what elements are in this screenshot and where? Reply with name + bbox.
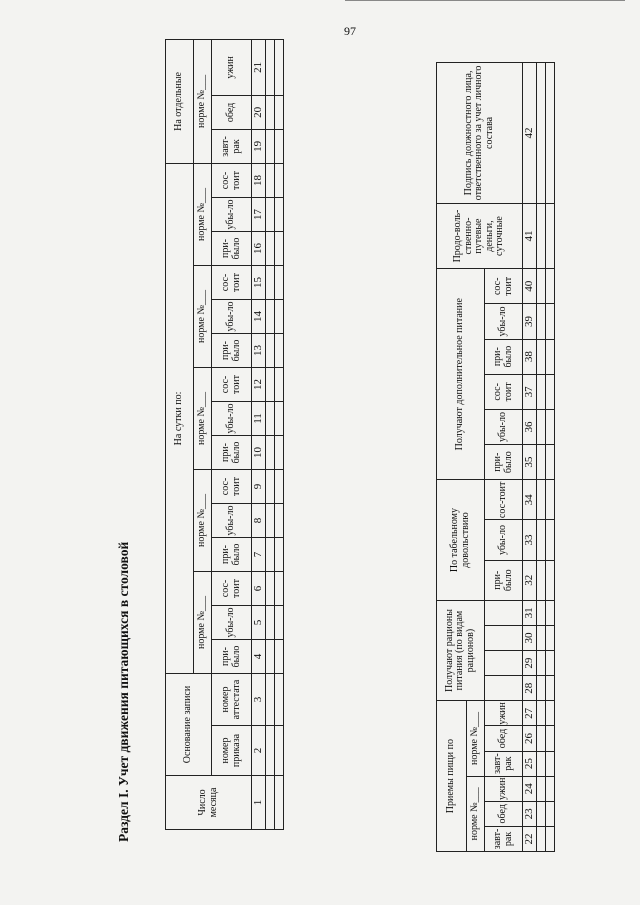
header-signature: Подпись должностного лица, ответственного за учет личного состава — [437, 63, 523, 204]
column-number: 41 — [523, 203, 537, 268]
column-number: 31 — [523, 600, 537, 625]
header-travel-money: Продо-воль-ственно-путевые деньги, суточные — [437, 203, 523, 268]
header-norm: норме №___ — [194, 470, 212, 572]
header-norm: норме №___ — [194, 266, 212, 368]
column-number: 17 — [252, 198, 266, 232]
column-number: 15 — [252, 266, 266, 300]
header-left: убы-ло — [212, 402, 252, 436]
column-number: 3 — [252, 674, 266, 726]
column-number: 40 — [523, 269, 537, 304]
column-number: 33 — [523, 520, 537, 560]
table-row — [546, 63, 555, 852]
column-number: 9 — [252, 470, 266, 504]
header-arrived: при-было — [212, 538, 252, 572]
header-lunch: обед — [485, 801, 523, 826]
header-norm: норме №___ — [194, 163, 212, 265]
column-number: 6 — [252, 572, 266, 606]
header-dinner: ужин — [485, 701, 523, 726]
header-arrived: при-было — [212, 232, 252, 266]
header-consist: сос-тоит — [212, 470, 252, 504]
header-left: убы-ло — [212, 606, 252, 640]
header-ration-blank — [485, 600, 523, 625]
table-1 — [165, 39, 284, 830]
header-norm: норме №___ — [194, 572, 212, 674]
table-row — [266, 39, 275, 829]
header-consist: сос-тоит — [212, 368, 252, 402]
column-number: 37 — [523, 374, 537, 409]
header-breakfast: завт-рак — [212, 129, 252, 163]
header-ration-blank — [485, 651, 523, 676]
table-row — [275, 39, 284, 829]
column-number: 35 — [523, 445, 537, 480]
column-number: 4 — [252, 640, 266, 674]
column-number: 29 — [523, 651, 537, 676]
header-dinner: ужин — [485, 776, 523, 801]
column-number: 20 — [252, 95, 266, 129]
column-number: 8 — [252, 504, 266, 538]
column-number: 24 — [523, 776, 537, 801]
top-rule — [345, 0, 625, 1]
column-number: 12 — [252, 368, 266, 402]
header-ration-blank — [485, 676, 523, 701]
header-day-of-month: Число месяца — [166, 776, 252, 830]
header-basis: Основание записи — [166, 674, 212, 776]
column-number: 11 — [252, 402, 266, 436]
column-number: 36 — [523, 409, 537, 444]
header-breakfast: завт-рак — [485, 826, 523, 851]
column-number: 5 — [252, 606, 266, 640]
column-number: 38 — [523, 339, 537, 374]
column-number: 16 — [252, 232, 266, 266]
column-number: 32 — [523, 560, 537, 600]
column-number: 42 — [523, 63, 537, 204]
header-arrived: при-было — [212, 334, 252, 368]
header-ration-blank — [485, 625, 523, 650]
header-dinner: ужин — [212, 39, 252, 95]
header-cert-no: номер аттестата — [212, 674, 252, 726]
header-norm: норме №___ — [194, 39, 212, 163]
header-arrived: при-было — [485, 560, 523, 600]
header-consist: сос-тоит — [212, 572, 252, 606]
header-meals: Приемы пищи по — [437, 701, 467, 852]
header-left: убы-ло — [212, 198, 252, 232]
column-number: 19 — [252, 129, 266, 163]
column-number: 18 — [252, 163, 266, 197]
header-lunch: обед — [212, 95, 252, 129]
table-1-wrapper — [165, 39, 284, 830]
header-left: убы-ло — [485, 409, 523, 444]
header-norm: норме №___ — [467, 776, 485, 851]
header-rations: Получают рационы питания (по видам рационов) — [437, 600, 485, 700]
column-number: 10 — [252, 436, 266, 470]
header-left: убы-ло — [485, 304, 523, 339]
column-number: 2 — [252, 726, 266, 776]
page-number: 97 — [344, 24, 356, 38]
column-number: 21 — [252, 39, 266, 95]
header-separate: На отдельные — [166, 39, 194, 163]
column-number: 1 — [252, 776, 266, 830]
header-consist: сос-тоит — [485, 269, 523, 304]
header-order-no: номер приказа — [212, 726, 252, 776]
header-left: убы-ло — [212, 504, 252, 538]
header-arrived: при-было — [485, 339, 523, 374]
header-consist: сос-тоит — [212, 266, 252, 300]
header-norm: норме №___ — [467, 701, 485, 776]
column-number: 22 — [523, 826, 537, 851]
column-number: 13 — [252, 334, 266, 368]
header-arrived: при-было — [485, 445, 523, 480]
header-consist: сос-тоит — [212, 163, 252, 197]
header-norm: норме №___ — [194, 368, 212, 470]
header-per-day: На сутки по: — [166, 163, 194, 673]
header-extra-food: Получают дополнительное питание — [437, 269, 485, 480]
header-consist: сос-тоит — [485, 480, 523, 520]
section-title: Раздел I. Учет движения питающихся в столовой — [116, 541, 131, 842]
column-number: 34 — [523, 480, 537, 520]
header-arrived: при-было — [212, 640, 252, 674]
table-row — [537, 63, 546, 852]
table-2-wrapper — [436, 62, 555, 852]
header-left: убы-ло — [212, 300, 252, 334]
column-number: 26 — [523, 726, 537, 751]
column-number: 28 — [523, 676, 537, 701]
header-arrived: при-было — [212, 436, 252, 470]
header-left: убы-ло — [485, 520, 523, 560]
column-number: 30 — [523, 625, 537, 650]
header-allowance: По табельному довольствию — [437, 480, 485, 601]
column-number: 25 — [523, 751, 537, 776]
column-number: 27 — [523, 701, 537, 726]
column-number: 39 — [523, 304, 537, 339]
column-number: 7 — [252, 538, 266, 572]
header-lunch: обед — [485, 726, 523, 751]
header-consist: сос-тоит — [485, 374, 523, 409]
column-number: 23 — [523, 801, 537, 826]
column-number: 14 — [252, 300, 266, 334]
table-2 — [436, 62, 555, 852]
header-breakfast: завт-рак — [485, 751, 523, 776]
